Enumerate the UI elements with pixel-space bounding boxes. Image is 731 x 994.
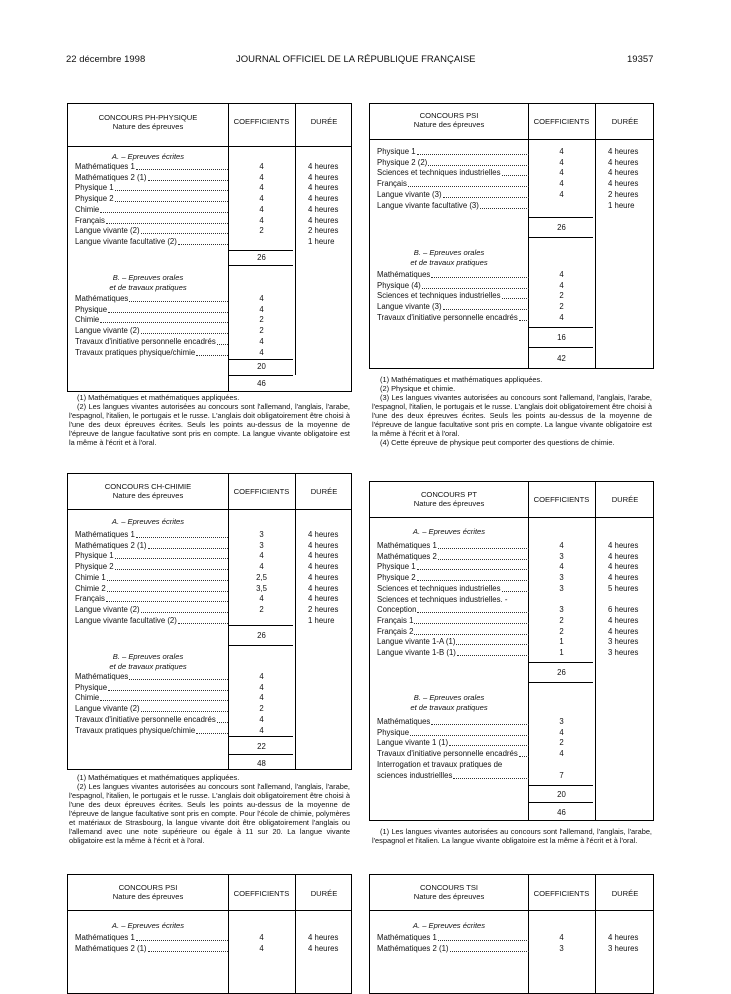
subtotal-written: 26 <box>257 253 266 262</box>
table-title: CONCOURS PSI <box>118 883 178 892</box>
coefficient-value: 4 <box>559 157 564 167</box>
table-ch-chimie <box>67 473 352 770</box>
coefficient-value: 3 <box>559 717 564 726</box>
section-orales: B. – Epreuves orales et de travaux pratiques <box>410 248 488 267</box>
coefficient-value: 4 <box>559 727 564 737</box>
epreuve-label: Sciences et techniques industrielles. - <box>377 594 508 604</box>
coefficient-value: 4 <box>559 562 564 572</box>
section-ecrites: A. – Epreuves écrites <box>412 527 486 536</box>
subtotal-oral: 16 <box>557 333 566 342</box>
col-nature: Nature des épreuves <box>112 892 184 901</box>
coefficient-value: 4 <box>259 294 264 303</box>
footnote: (2) Les langues vivantes autorisées au concours sont l'allemand, l'anglais, l'arabe, l'espagnol, l'italien, le portugais et le russe. L'anglais doit obligatoirement être choisi à l'une des deux épreuves écrites. Seuls les points au-dessus de la moyenne de l'épreuve de langue facultative sont pris en compte. La langue vivante obligatoire est la même à l'écrit et à l'oral. <box>69 402 350 447</box>
duree-value: 4 heures <box>308 162 339 171</box>
subtotal-oral: 20 <box>257 362 266 371</box>
footnotes <box>372 375 652 447</box>
coefficient-value: 4 <box>259 551 264 561</box>
epreuve-label: Mathématiques 2 (1) <box>75 541 228 551</box>
coefficient-value: 3 <box>559 551 564 561</box>
coefficient-value: 4 <box>259 725 264 735</box>
duree-value: 4 heures <box>608 147 639 156</box>
coefficient-value: 3,5 <box>256 583 267 593</box>
section-ecrites: A. – Epreuves écrites <box>111 921 185 930</box>
epreuve-label: Mathématiques <box>377 270 529 280</box>
epreuve-label: Mathématiques 1 <box>377 541 529 551</box>
duree-value: 3 heures <box>608 637 639 647</box>
footnote: (2) Les langues vivantes autorisées au concours sont l'allemand, l'anglais, l'arabe, l'espagnol, l'italien, le portugais et le russe. L'anglais doit obligatoirement être choisi à l'une des deux épreuves écrites. Seuls les points au-dessus de la moyenne de l'épreuve de langue facultative sont pris en compte. Pour l'école de chimie, polymères et matériaux de Strasbourg, la langue vivante doit être obligatoirement l'anglais ou l'allemand avec une note supérieure ou égale à 11 sur 20. La langue vivante obligatoire est la même à l'écrit et à l'oral. <box>69 782 350 845</box>
epreuve-label: Travaux pratiques physique/chimie <box>75 726 228 736</box>
duree-value: 4 heures <box>608 573 639 583</box>
epreuve-label: Physique <box>75 305 228 315</box>
duree-value: 4 heures <box>608 933 639 942</box>
section-ecrites: A. – Epreuves écrites <box>412 921 486 930</box>
col-duree: DURÉE <box>310 117 338 126</box>
coefficient-value: 4 <box>259 336 264 346</box>
duree-value: 4 heures <box>608 615 639 625</box>
col-nature: Nature des épreuves <box>112 491 184 500</box>
epreuve-label: Langue vivante facultative (3) <box>377 201 529 211</box>
epreuve-label: Français 2 <box>377 627 529 637</box>
col-coefficients: COEFFICIENTS <box>533 117 590 126</box>
duree-value: 4 heures <box>308 594 339 604</box>
subtotal-oral: 22 <box>257 742 266 751</box>
coefficient-value: 3 <box>559 943 564 953</box>
epreuve-label: Travaux d'initiative personnelle encadrés <box>75 337 228 347</box>
footnotes <box>372 827 652 845</box>
duree-value: 4 heures <box>308 551 339 561</box>
col-duree: DURÉE <box>611 495 639 504</box>
col-nature: Nature des épreuves <box>112 122 184 131</box>
coefficient-value: 2 <box>559 302 564 312</box>
coefficient-value: 4 <box>259 183 264 193</box>
section-orales: B. – Epreuves orales et de travaux pratiques <box>109 273 187 292</box>
coefficient-value: 2 <box>559 615 564 625</box>
duree-value: 4 heures <box>308 215 339 225</box>
epreuve-label: Conception <box>377 605 529 615</box>
duree-value: 4 heures <box>308 172 339 182</box>
coefficient-value: 4 <box>259 194 264 204</box>
epreuve-label: Langue vivante (3) <box>377 302 529 312</box>
coefficient-value: 4 <box>259 215 264 225</box>
coefficient-value: 4 <box>559 189 564 199</box>
footnote: (2) Physique et chimie. <box>380 384 456 393</box>
col-nature: Nature des épreuves <box>413 499 485 508</box>
footnote: (1) Mathématiques et mathématiques appliquées. <box>380 375 543 384</box>
table-tsi <box>369 874 654 994</box>
epreuve-label: Physique 2 <box>75 194 228 204</box>
table-title: CONCOURS CH-CHIMIE <box>104 482 192 491</box>
table-title: CONCOURS PT <box>420 490 478 499</box>
epreuve-label: Chimie 2 <box>75 584 228 594</box>
subtotal-oral: 20 <box>557 790 566 799</box>
duree-value: 2 heures <box>308 226 339 236</box>
coefficient-value: 4 <box>559 147 564 156</box>
coefficient-value: 4 <box>559 933 564 942</box>
coefficient-value: 3 <box>559 583 564 593</box>
epreuve-label: Langue vivante (2) <box>75 605 228 615</box>
subtotal-written: 26 <box>557 223 566 232</box>
epreuve-label: Français <box>75 216 228 226</box>
epreuve-label: Physique 1 <box>377 147 529 157</box>
duree-value: 4 heures <box>308 194 339 204</box>
epreuve-label: Travaux d'initiative personnelle encadrés <box>75 715 228 725</box>
epreuve-label: Langue vivante (2) <box>75 326 228 336</box>
subtotal-written: 26 <box>557 668 566 677</box>
epreuve-label: Mathématiques <box>75 672 228 682</box>
duree-value: 4 heures <box>608 562 639 572</box>
epreuve-label: Travaux d'initiative personnelle encadrés <box>377 749 529 759</box>
epreuve-label: Français 1 <box>377 616 529 626</box>
duree-value: 2 heures <box>308 604 339 614</box>
duree-value: 5 heures <box>608 583 639 593</box>
duree-value: 4 heures <box>308 562 339 572</box>
duree-value: 1 heure <box>308 236 335 246</box>
coefficient-value: 2 <box>559 626 564 636</box>
coefficient-value: 3 <box>559 573 564 583</box>
header-date: 22 décembre 1998 <box>66 54 146 65</box>
epreuve-label: Chimie <box>75 315 228 325</box>
epreuve-label: Travaux d'initiative personnelle encadrés <box>377 313 529 323</box>
table-title: CONCOURS PSI <box>419 111 479 120</box>
coefficient-value: 4 <box>559 280 564 290</box>
col-duree: DURÉE <box>310 889 338 898</box>
section-orales: B. – Epreuves orales et de travaux pratiques <box>109 652 187 671</box>
coefficient-value: 1 <box>559 648 564 657</box>
footnote: (1) Les langues vivantes autorisées au concours sont l'allemand, l'anglais, l'arabe, l'espagnol et l'italien. La langue vivante obligatoire est la même à l'écrit et à l'oral. <box>372 827 652 845</box>
table-pt <box>369 481 654 821</box>
epreuve-label: Chimie <box>75 693 228 703</box>
col-duree: DURÉE <box>611 889 639 898</box>
grand-total: 48 <box>257 759 266 768</box>
coefficient-value: 3 <box>559 605 564 615</box>
epreuve-label: Physique (4) <box>377 281 529 291</box>
epreuve-label: Physique 1 <box>377 562 529 572</box>
epreuve-label: Langue vivante 1 (1) <box>377 738 529 748</box>
coefficient-value: 1 <box>559 637 564 647</box>
coefficient-value: 2 <box>259 704 264 714</box>
footnote: (3) Les langues vivantes autorisées au concours sont l'allemand, l'anglais, l'arabe, l'espagnol, l'italien, le portugais et le russe. L'anglais doit obligatoirement être choisi à l'une des deux épreuves écrites. Seuls les points au-dessus de la moyenne de l'épreuve de langue facultative sont pris en compte. La langue vivante obligatoire est la même à l'écrit et à l'oral. <box>372 393 652 438</box>
footnote: (1) Mathématiques et mathématiques appliquées. <box>77 393 240 402</box>
epreuve-label: Physique <box>377 728 529 738</box>
coefficient-value: 4 <box>559 270 564 279</box>
epreuve-label: Sciences et techniques industrielles <box>377 291 529 301</box>
coefficient-value: 4 <box>259 594 264 604</box>
duree-value: 1 heure <box>608 200 635 210</box>
duree-value: 4 heures <box>608 168 639 178</box>
coefficient-value: 4 <box>559 749 564 759</box>
epreuve-label: Mathématiques 1 <box>75 530 228 540</box>
coefficient-value: 3 <box>259 540 264 550</box>
coefficient-value: 4 <box>259 304 264 314</box>
duree-value: 4 heures <box>308 572 339 582</box>
coefficient-value: 4 <box>559 168 564 178</box>
epreuve-label: Langue vivante facultative (2) <box>75 237 228 247</box>
coefficient-value: 4 <box>259 933 264 942</box>
duree-value: 4 heures <box>608 551 639 561</box>
duree-value: 4 heures <box>608 179 639 189</box>
epreuve-label: Mathématiques 2 <box>377 552 529 562</box>
epreuve-label: Chimie <box>75 205 228 215</box>
duree-value: 3 heures <box>608 943 639 953</box>
coefficient-value: 4 <box>559 179 564 189</box>
col-coefficients: COEFFICIENTS <box>533 495 590 504</box>
epreuve-label: Mathématiques 1 <box>75 162 228 172</box>
coefficient-value: 7 <box>559 770 564 780</box>
duree-value: 4 heures <box>308 943 339 953</box>
coefficient-value: 4 <box>259 943 264 953</box>
epreuve-label: Langue vivante 1-A (1) <box>377 637 529 647</box>
epreuve-label: Physique 1 <box>75 183 228 193</box>
epreuve-label: Français <box>75 594 228 604</box>
footnotes <box>69 393 350 447</box>
col-duree: DURÉE <box>310 487 338 496</box>
epreuve-label: Langue vivante 1-B (1) <box>377 648 529 658</box>
duree-value: 1 heure <box>308 615 335 625</box>
table-title: CONCOURS TSI <box>419 883 479 892</box>
footnote: (1) Mathématiques et mathématiques appliquées. <box>77 773 240 782</box>
coefficient-value: 4 <box>559 312 564 322</box>
footnote: (4) Cette épreuve de physique peut comporter des questions de chimie. <box>380 438 615 447</box>
coefficient-value: 2 <box>559 738 564 748</box>
epreuve-label: Interrogation et travaux pratiques de <box>377 759 503 769</box>
coefficient-value: 4 <box>259 162 264 171</box>
epreuve-label: Physique 2 <box>377 573 529 583</box>
duree-value: 3 heures <box>608 648 639 657</box>
duree-value: 2 heures <box>608 189 639 199</box>
duree-value: 4 heures <box>308 583 339 593</box>
coefficient-value: 4 <box>259 682 264 692</box>
coefficient-value: 3 <box>259 530 264 539</box>
epreuve-label: Chimie 1 <box>75 573 228 583</box>
section-ecrites: A. – Epreuves écrites <box>111 152 185 161</box>
duree-value: 4 heures <box>608 157 639 167</box>
coefficient-value: 4 <box>259 672 264 681</box>
epreuve-label: Mathématiques <box>377 717 529 727</box>
epreuve-label: Mathématiques <box>75 294 228 304</box>
epreuve-label: Français <box>377 179 529 189</box>
grand-total: 42 <box>557 354 566 363</box>
duree-value: 4 heures <box>308 183 339 193</box>
epreuve-label: Mathématiques 1 <box>377 933 529 943</box>
col-nature: Nature des épreuves <box>413 892 485 901</box>
col-coefficients: COEFFICIENTS <box>233 117 290 126</box>
coefficient-value: 2,5 <box>256 572 267 582</box>
duree-value: 4 heures <box>608 626 639 636</box>
epreuve-label: Sciences et techniques industrielles <box>377 168 529 178</box>
epreuve-label: sciences industriellles <box>377 771 529 781</box>
section-ecrites: A. – Epreuves écrites <box>111 517 185 526</box>
epreuve-label: Physique <box>75 683 228 693</box>
coefficient-value: 2 <box>259 226 264 236</box>
coefficient-value: 4 <box>259 204 264 214</box>
coefficient-value: 2 <box>259 326 264 336</box>
coefficient-value: 4 <box>259 347 264 357</box>
subtotal-written: 26 <box>257 631 266 640</box>
coefficient-value: 4 <box>259 693 264 703</box>
grand-total: 46 <box>557 808 566 817</box>
duree-value: 4 heures <box>308 530 339 539</box>
duree-value: 4 heures <box>608 541 639 550</box>
coefficient-value: 2 <box>559 291 564 301</box>
coefficient-value: 4 <box>259 172 264 182</box>
duree-value: 6 heures <box>608 605 639 615</box>
epreuve-label: Langue vivante (2) <box>75 226 228 236</box>
epreuve-label: Sciences et techniques industrielles <box>377 584 529 594</box>
col-duree: DURÉE <box>611 117 639 126</box>
epreuve-label: Physique 2 <box>75 562 228 572</box>
table-psi-2 <box>67 874 352 994</box>
duree-value: 4 heures <box>308 540 339 550</box>
epreuve-label: Mathématiques 2 (1) <box>75 173 228 183</box>
epreuve-label: Langue vivante facultative (2) <box>75 616 228 626</box>
grand-total: 46 <box>257 379 266 388</box>
table-ph-physique <box>67 103 352 392</box>
coefficient-value: 4 <box>259 714 264 724</box>
epreuve-label: Physique 2 (2) <box>377 158 529 168</box>
coefficient-value: 2 <box>259 604 264 614</box>
coefficient-value: 4 <box>259 562 264 572</box>
header-title: JOURNAL OFFICIEL DE LA RÉPUBLIQUE FRANÇAISE <box>236 54 476 65</box>
epreuve-label: Langue vivante (2) <box>75 704 228 714</box>
footnotes <box>69 773 350 845</box>
coefficient-value: 4 <box>559 541 564 550</box>
table-psi <box>369 103 654 369</box>
header-page-number: 19357 <box>627 54 654 65</box>
epreuve-label: Physique 1 <box>75 551 228 561</box>
epreuve-label: Mathématiques 2 (1) <box>75 944 228 954</box>
col-coefficients: COEFFICIENTS <box>233 487 290 496</box>
duree-value: 4 heures <box>308 204 339 214</box>
epreuve-label: Langue vivante (3) <box>377 190 529 200</box>
col-coefficients: COEFFICIENTS <box>233 889 290 898</box>
table-title: CONCOURS PH-PHYSIQUE <box>98 113 198 122</box>
duree-value: 4 heures <box>308 933 339 942</box>
col-coefficients: COEFFICIENTS <box>533 889 590 898</box>
epreuve-label: Mathématiques 2 (1) <box>377 944 529 954</box>
section-orales: B. – Epreuves orales et de travaux pratiques <box>410 693 488 712</box>
coefficient-value: 2 <box>259 315 264 325</box>
epreuve-label: Travaux pratiques physique/chimie <box>75 348 228 358</box>
epreuve-label: Mathématiques 1 <box>75 933 228 943</box>
col-nature: Nature des épreuves <box>413 120 485 129</box>
